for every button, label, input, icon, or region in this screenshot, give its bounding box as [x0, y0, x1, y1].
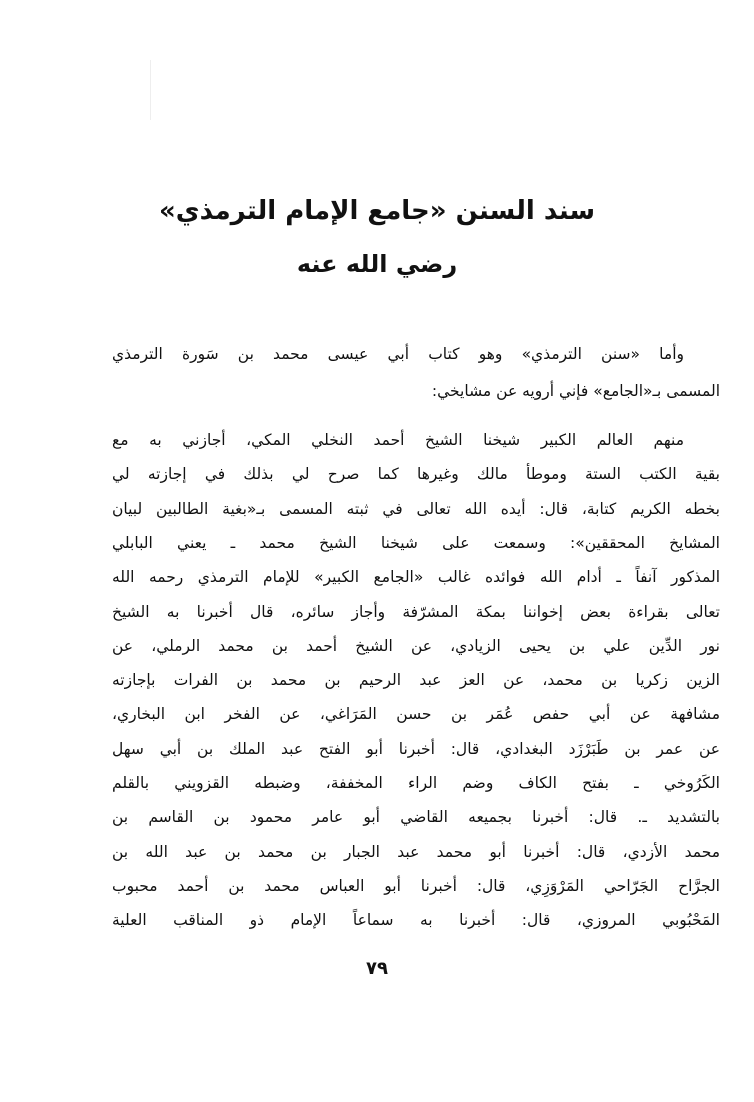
text-line: الزين زكريا بن محمد، عن العز عبد الرحيم بن محمد بن الفرات بإجازته: [112, 671, 720, 690]
text-line: بخطه الكريم كتابة، قال: أيده الله تعالى في ثبته المسمى بـ«بغية الطالبين لبيان: [112, 499, 720, 518]
text-line: وأما «سنن الترمذي» وهو كتاب أبي عيسى محمد بن سَورة الترمذي: [112, 345, 684, 363]
text-line: مشافهة عن أبي حفص عُمَر بن حسن المَرَاغي، عن الفخر ابن البخاري،: [112, 705, 720, 724]
chapter-title: سند السنن «جامع الإمام الترمذي»: [158, 196, 596, 226]
text-line: نور الدِّين علي بن يحيى الزيادي، عن الشيخ أحمد بن محمد الرملي، عن: [112, 636, 720, 655]
text-line: منهم العالم الكبير شيخنا الشيخ أحمد النخلي المكي، أجازني به مع: [112, 431, 684, 449]
page-number: ٧٩: [366, 958, 388, 979]
text-line: عن عمر بن طَبَرْزَد البغدادي، قال: أخبرنا أبو الفتح عبد الملك بن أبي سهل: [112, 739, 720, 758]
text-line: الكَرُوخي ـ بفتح الكاف وضم الراء المخففة، وضبطه القزويني بالقلم: [112, 774, 720, 792]
text-line: تعالى بقراءة بعض إخواننا بمكة المشرّفة وأجاز سائره، قال أخبرنا به الشيخ: [112, 602, 720, 621]
scan-margin-mark: [150, 60, 151, 120]
text-line: المشايخ المحققين»: وسمعت على شيخنا الشيخ محمد ـ يعني البابلي: [112, 533, 720, 552]
text-line: بقية الكتب الستة وموطأ مالك وغيرها كما صرح لي بذلك في إجازته لي: [112, 465, 720, 484]
text-line: الجرَّاح الجَرّاحي المَرْوَزِي، قال: أخبرنا أبو العباس محمد بن أحمد محبوب: [112, 876, 720, 895]
chapter-subtitle: رضي الله عنه: [296, 250, 458, 278]
text-line: المَحْبُوبي المروزي، قال: أخبرنا به سماعاً الإمام ذو المناقب العلية: [112, 911, 720, 930]
text-line: المذكور آنفاً ـ أدام الله فوائده غالب «الجامع الكبير» للإمام الترمذي رحمه الله: [112, 568, 720, 587]
text-line: المسمى بـ«الجامع» فإني أرويه عن مشايخي:: [431, 382, 720, 400]
text-line: بالتشديد ـ. قال: أخبرنا بجميعه القاضي أبو عامر محمود بن القاسم بن: [112, 808, 720, 827]
text-line: محمد الأزدي، قال: أخبرنا أبو محمد عبد الجبار بن محمد بن عبد الله بن: [112, 842, 720, 861]
